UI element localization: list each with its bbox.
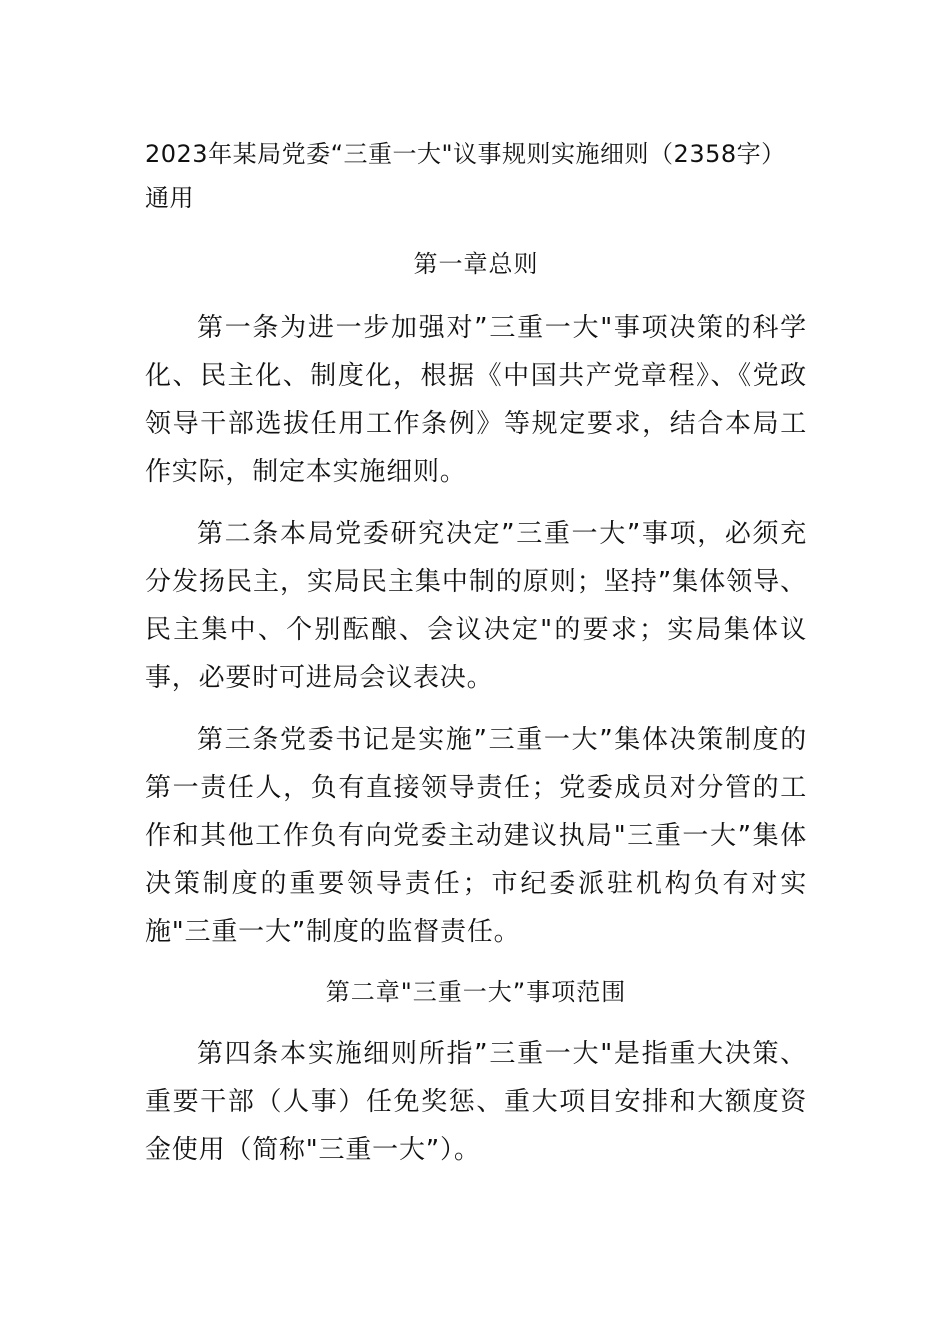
article-3: 第三条党委书记是实施”三重一大”集体决策制度的第一责任人，负有直接领导责任；党委成员对分管的工作和其他工作负有向党委主动建议执局"三重一大”集体决策制度的重要领导责任；市纪委派驻机构负有对实施"三重一大”制度的监督责任。 <box>145 725 807 947</box>
chapter-heading-general-provisions: 第一章总则 <box>413 250 539 278</box>
chapter-heading-scope: 第二章"三重一大”事项范围 <box>325 978 627 1006</box>
document-title: 2023年某局党委“三重一大"议事规则实施细则（2358字）通用 <box>145 140 786 212</box>
document-page <box>145 132 807 1188</box>
article-2: 第二条本局党委研究决定”三重一大”事项，必须充分发扬民主，实局民主集中制的原则；坚持”集体领导、民主集中、个别酝酿、会议决定"的要求；实局集体议事，必要时可进局会议表决。 <box>145 519 807 693</box>
article-1: 第一条为进一步加强对”三重一大"事项决策的科学化、民主化、制度化，根据《中国共产党章程》、《党政领导干部选拔任用工作条例》等规定要求，结合本局工作实际，制定本实施细则。 <box>145 313 807 487</box>
article-4: 第四条本实施细则所指”三重一大"是指重大决策、重要干部（人事）任免奖惩、重大项目安排和大额度资金使用（简称"三重一大”）。 <box>145 1039 807 1165</box>
